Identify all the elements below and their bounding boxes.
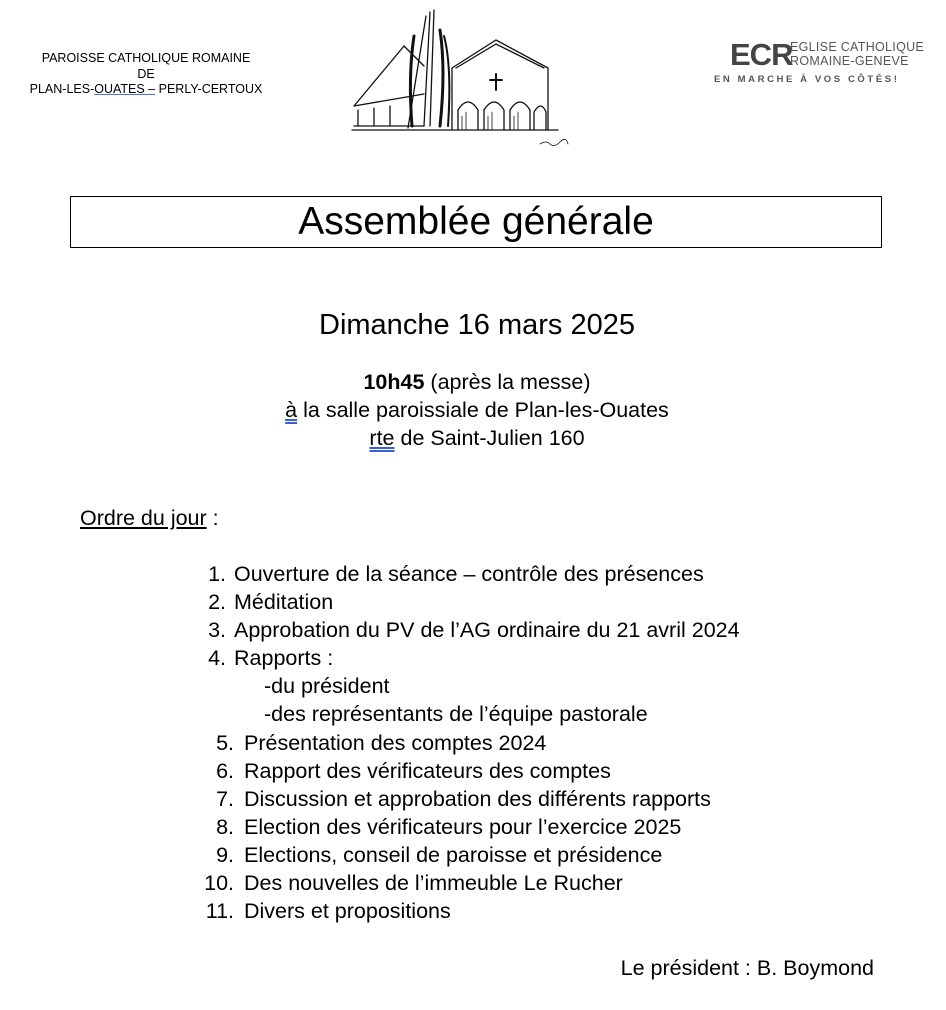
agenda-item: 7. Discussion et approbation des différents rapports: [216, 786, 711, 811]
ecr-mark: ECR: [730, 37, 793, 72]
agenda-item: 3. Approbation du PV de l’AG ordinaire du 21 avril 2024: [208, 618, 740, 643]
ecr-logo: [712, 38, 938, 90]
agenda-list: [196, 560, 896, 925]
parish-line-3: PLAN-LES-OUATES – PERLY-CERTOUX: [29, 82, 263, 96]
agenda-item: 8. Election des vérificateurs pour l’exercice 2025: [216, 814, 682, 839]
agenda-item: 1. Ouverture de la séance – contrôle des présences: [208, 562, 704, 586]
ecr-name: EGLISE CATHOLIQUE ROMAINE-GENEVE: [790, 40, 925, 68]
parish-line-1: PAROISSE CATHOLIQUE ROMAINE: [41, 51, 251, 65]
church-drawing-icon: [344, 6, 580, 156]
title-box: [70, 196, 882, 248]
parish-line-2: DE: [137, 66, 155, 81]
parish-header: [2, 51, 290, 98]
ecr-tagline: EN MARCHE À VOS CÔTÉS!: [714, 74, 900, 85]
agenda-sub-item: -du président: [264, 674, 390, 699]
agenda-item: 5. Présentation des comptes 2024: [216, 730, 547, 755]
signature: Le président : B. Boymond: [620, 956, 874, 980]
meeting-address: rte de Saint-Julien 160: [369, 426, 585, 450]
meeting-details: [0, 368, 946, 452]
page-title: Assemblée générale: [298, 200, 654, 243]
agenda-item: 10. Des nouvelles de l’immeuble Le Rucher: [204, 871, 623, 896]
agenda-item: 11. Divers et propositions: [205, 899, 451, 924]
meeting-time: 10h45 (après la messe): [363, 370, 591, 394]
meeting-place: à la salle paroissiale de Plan-les-Ouates: [285, 398, 669, 422]
agenda-item: 4. Rapports :: [208, 646, 334, 671]
agenda-sub-item: -des représentants de l’équipe pastorale: [264, 702, 648, 727]
agenda-item: 2. Méditation: [208, 590, 334, 615]
agenda-item: 9. Elections, conseil de paroisse et présidence: [216, 842, 663, 867]
agenda-heading: Ordre du jour :: [80, 506, 219, 530]
agenda-item: 6. Rapport des vérificateurs des comptes: [216, 758, 611, 783]
meeting-date: Dimanche 16 mars 2025: [319, 309, 635, 341]
